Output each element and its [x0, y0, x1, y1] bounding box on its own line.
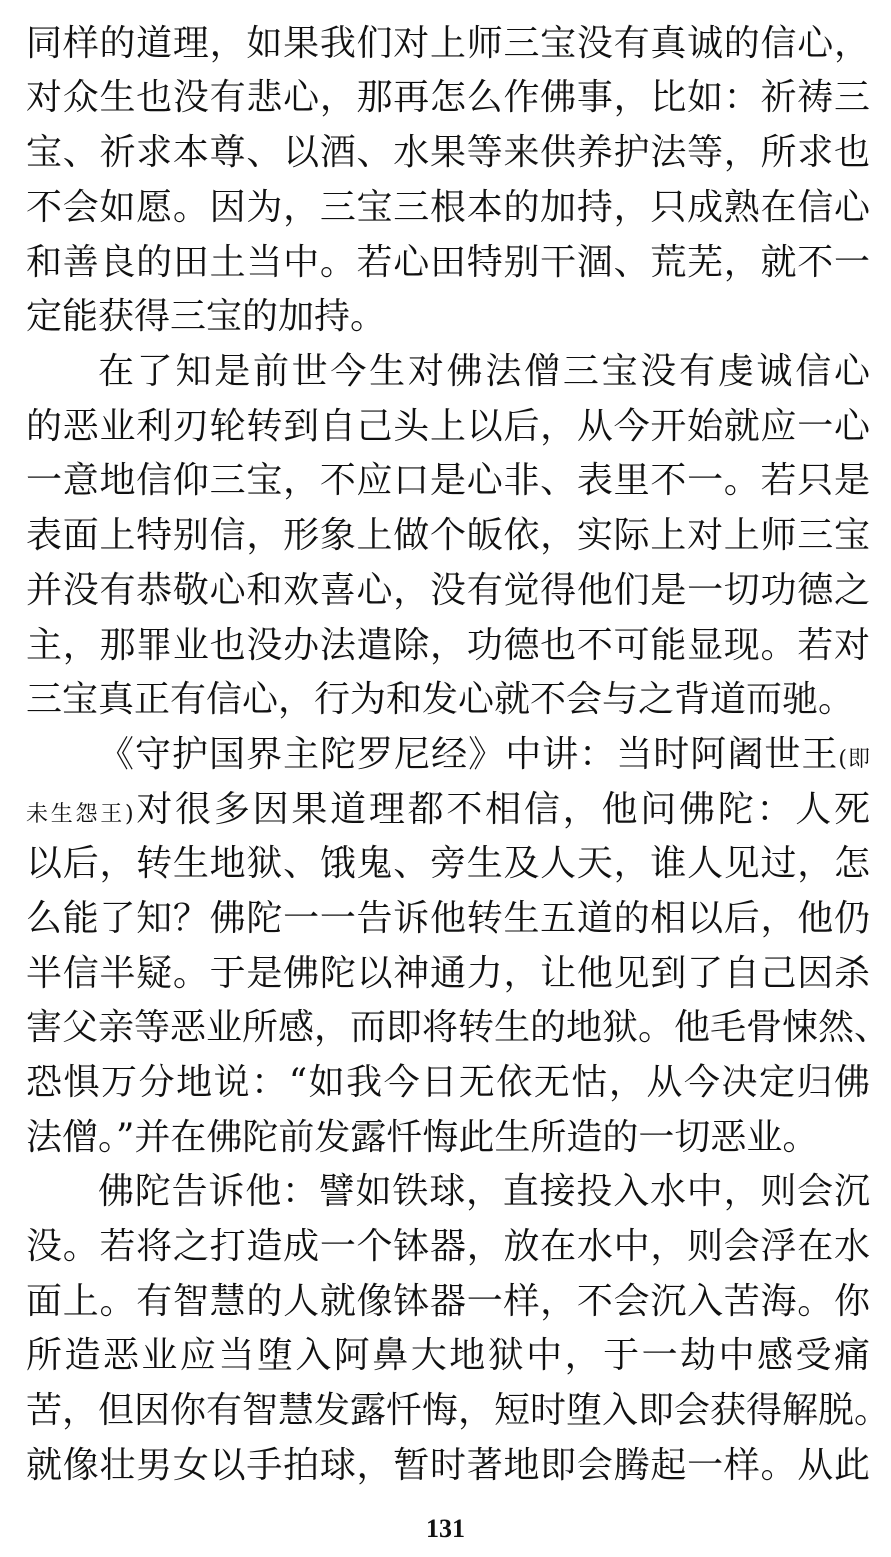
- text-line: 以后，转生地狱、饿鬼、旁生及人天，谁人见过，怎: [26, 843, 870, 884]
- text-line: 定能获得三宝的加持。: [26, 296, 387, 337]
- text-line: 宝、祈求本尊、以酒、水果等来供养护法等，所求也: [26, 132, 870, 173]
- page-number: 131: [426, 1514, 465, 1543]
- paragraph-start-line: [98, 728, 870, 782]
- text-line: 苦，但因你有智慧发露忏悔，短时堕入即会获得解脱。: [26, 1390, 891, 1431]
- text-line: 么能了知？佛陀一一告诉他转生五道的相以后，他仍: [26, 898, 870, 939]
- text-line: [26, 783, 870, 837]
- text-line: 的恶业利刃轮转到自己头上以后，从今开始就应一心: [26, 406, 870, 447]
- text-line: 法僧。”并在佛陀前发露忏悔此生所造的一切恶业。: [26, 1117, 819, 1158]
- text-line: 三宝真正有信心，行为和发心就不会与之背道而驰。: [26, 679, 855, 720]
- text-line: 一意地信仰三宝，不应口是心非、表里不一。若只是: [26, 460, 870, 501]
- text-line: 害父亲等恶业所感，而即将转生的地狱。他毛骨悚然、: [26, 1007, 891, 1048]
- line-text: 《守护国界主陀罗尼经》中讲：当时阿阇世王: [98, 734, 839, 775]
- text-line: 没。若将之打造成一个钵器，放在水中，则会浮在水: [26, 1226, 870, 1267]
- paragraph-start-line: 佛陀告诉他：譬如铁球，直接投入水中，则会沉: [98, 1171, 870, 1212]
- text-line: 表面上特别信，形象上做个皈依，实际上对上师三宝: [26, 515, 870, 556]
- text-line: 主，那罪业也没办法遣除，功德也不可能显现。若对: [26, 625, 870, 666]
- text-line: 所造恶业应当堕入阿鼻大地狱中，于一劫中感受痛: [26, 1335, 870, 1376]
- text-line: 并没有恭敬心和欢喜心，没有觉得他们是一切功德之: [26, 570, 870, 611]
- text-line: 对众生也没有悲心，那再怎么作佛事，比如：祈祷三: [26, 77, 870, 118]
- text-line: 同样的道理，如果我们对上师三宝没有真诚的信心，: [26, 23, 870, 64]
- text-line: 不会如愿。因为，三宝三根本的加持，只成熟在信心: [26, 187, 870, 228]
- paragraph-start-line: 在了知是前世今生对佛法僧三宝没有虔诚信心: [98, 351, 870, 392]
- text-line: 和善良的田土当中。若心田特别干涸、荒芜，就不一: [26, 242, 870, 283]
- inline-note: (即: [838, 747, 870, 772]
- text-line: 半信半疑。于是佛陀以神通力，让他见到了自己因杀: [26, 953, 870, 994]
- text-line: 面上。有智慧的人就像钵器一样，不会沉入苦海。你: [26, 1281, 870, 1322]
- inline-note: 未生怨王): [26, 802, 134, 827]
- text-line: 恐惧万分地说：“如我今日无依无怙，从今决定归佛: [26, 1062, 870, 1103]
- line-text: 对很多因果道理都不相信，他问佛陀：人死: [133, 789, 870, 830]
- text-line: 就像壮男女以手拍球，暂时著地即会腾起一样。从此: [26, 1445, 870, 1486]
